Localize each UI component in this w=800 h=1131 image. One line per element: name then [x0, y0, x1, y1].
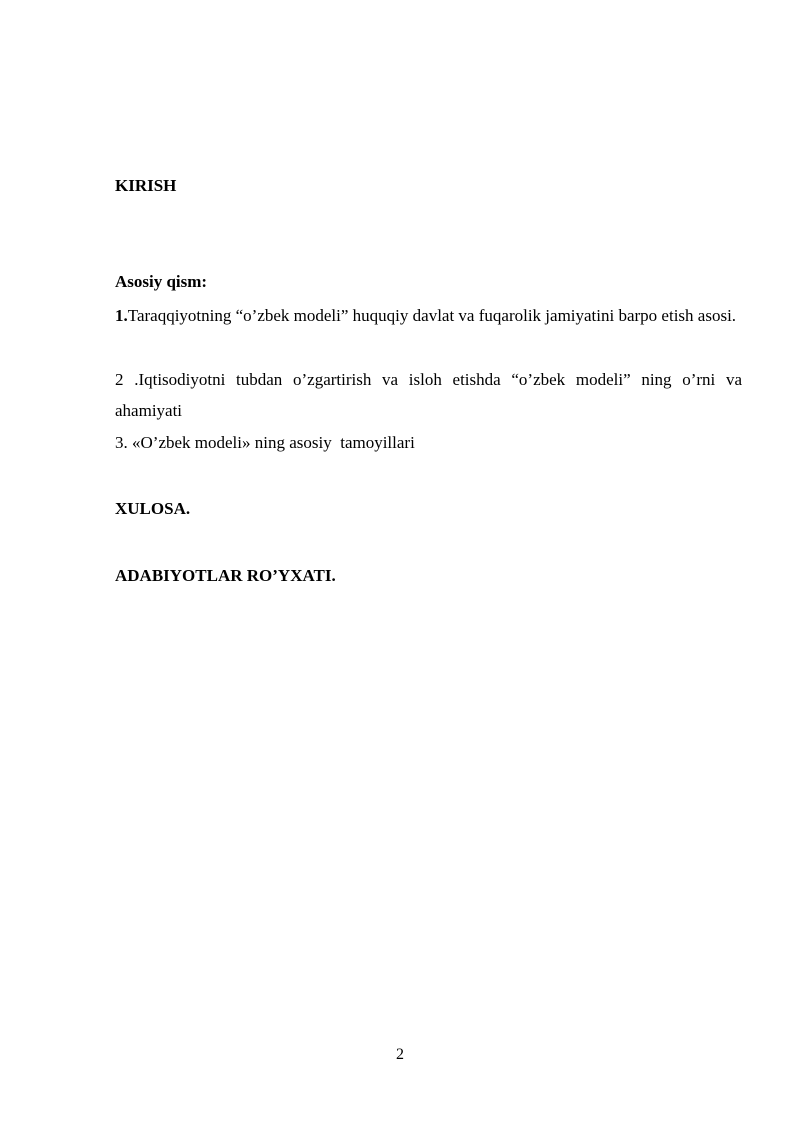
- toc-item-3-text: «O’zbek modeli» ning asosiy tamoyillari: [132, 433, 415, 452]
- toc-item-2: [115, 364, 742, 426]
- section-heading-intro: KIRISH: [115, 176, 177, 195]
- toc-item-1-text: Taraqqiyotning “o’zbek modeli” huquqiy davlat va fuqarolik jamiyatini barpo etish asosi.: [127, 306, 737, 325]
- section-heading-conclusion: XULOSA.: [115, 499, 191, 518]
- toc-item-1-number: 1.: [115, 306, 128, 325]
- toc-item-1: [115, 300, 742, 331]
- toc-item-2-text: Iqtisodiyotni tubdan o’zgartirish va isloh etishda “o’zbek modeli” ning o’rni va ahamiyati: [115, 370, 743, 420]
- toc-item-2-number: 2 .: [115, 370, 139, 389]
- section-heading-references: ADABIYOTLAR RO’YXATI.: [115, 566, 336, 585]
- toc-item-3-line: [115, 427, 742, 458]
- toc-item-3: [115, 427, 742, 458]
- toc-item-3-number: 3.: [115, 433, 132, 452]
- toc-item-2-line: [115, 364, 742, 426]
- page-number: 2: [396, 1046, 404, 1063]
- section-heading-main-part: Asosiy qism:: [115, 272, 208, 291]
- toc-item-1-line: [115, 300, 742, 331]
